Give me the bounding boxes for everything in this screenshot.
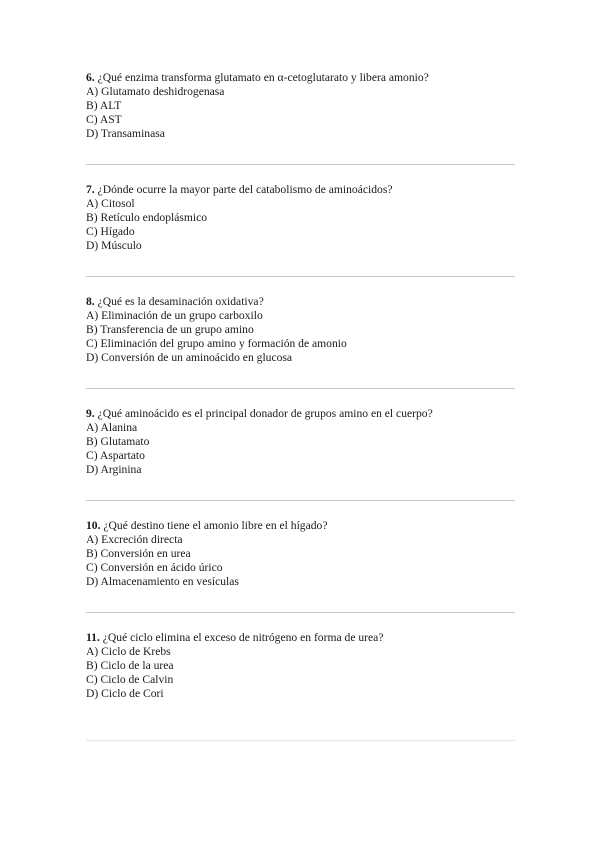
option-a: A) Ciclo de Krebs: [86, 645, 171, 658]
option-d: D) Ciclo de Cori: [86, 687, 164, 700]
option-c: C) Aspartato: [86, 449, 145, 462]
question-number: 11.: [86, 631, 100, 644]
question-9: [86, 407, 515, 519]
option-b: B) Transferencia de un grupo amino: [86, 323, 254, 336]
quiz-page: [86, 71, 515, 751]
question-10: [86, 519, 515, 631]
option-a: A) Excreción directa: [86, 533, 183, 546]
question-number: 6.: [86, 71, 95, 84]
question-divider: [86, 612, 515, 613]
question-title: [86, 407, 515, 421]
question-8: [86, 295, 515, 407]
option-c: C) AST: [86, 113, 122, 126]
option-c: C) Ciclo de Calvin: [86, 673, 174, 686]
option-b: B) Retículo endoplásmico: [86, 211, 208, 224]
question-title: [86, 519, 515, 533]
option-b: B) ALT: [86, 99, 122, 112]
question-text: ¿Qué enzima transforma glutamato en α-cetoglutarato y libera amonio?: [97, 71, 429, 84]
question-divider: [86, 164, 515, 165]
question-number: 7.: [86, 183, 95, 196]
question-divider: [86, 276, 515, 277]
question-text: ¿Dónde ocurre la mayor parte del catabolismo de aminoácidos?: [97, 183, 393, 196]
question-text: ¿Qué destino tiene el amonio libre en el hígado?: [103, 519, 328, 532]
question-number: 8.: [86, 295, 95, 308]
option-a: A) Alanina: [86, 421, 138, 434]
option-d: D) Conversión de un aminoácido en glucosa: [86, 351, 293, 364]
question-divider: [86, 740, 515, 741]
question-title: [86, 295, 515, 309]
option-b: B) Glutamato: [86, 435, 150, 448]
option-a: A) Eliminación de un grupo carboxilo: [86, 309, 263, 322]
option-b: B) Conversión en urea: [86, 547, 191, 560]
question-text: ¿Qué aminoácido es el principal donador de grupos amino en el cuerpo?: [97, 407, 433, 420]
option-d: D) Almacenamiento en vesículas: [86, 575, 239, 588]
question-divider: [86, 388, 515, 389]
question-text: ¿Qué ciclo elimina el exceso de nitrógeno en forma de urea?: [102, 631, 384, 644]
option-d: D) Arginina: [86, 463, 142, 476]
question-number: 9.: [86, 407, 95, 420]
question-number: 10.: [86, 519, 101, 532]
question-title: [86, 183, 515, 197]
question-text: ¿Qué es la desaminación oxidativa?: [97, 295, 264, 308]
question-11: [86, 631, 515, 751]
option-b: B) Ciclo de la urea: [86, 659, 174, 672]
option-d: D) Músculo: [86, 239, 142, 252]
option-a: A) Citosol: [86, 197, 135, 210]
option-a: A) Glutamato deshidrogenasa: [86, 85, 225, 98]
option-d: D) Transaminasa: [86, 127, 165, 140]
question-divider: [86, 500, 515, 501]
question-title: [86, 631, 515, 645]
option-c: C) Hígado: [86, 225, 135, 238]
option-c: C) Conversión en ácido úrico: [86, 561, 223, 574]
question-7: [86, 183, 515, 295]
question-title: [86, 71, 515, 85]
option-c: C) Eliminación del grupo amino y formación de amonio: [86, 337, 347, 350]
question-6: [86, 71, 515, 183]
